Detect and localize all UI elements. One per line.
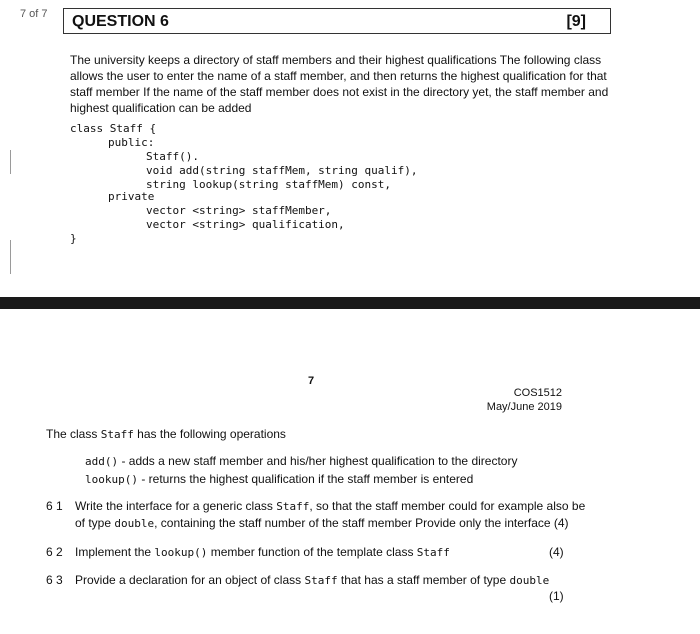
subquestion-marks: (4) xyxy=(549,545,564,559)
page-separator xyxy=(0,297,700,309)
exam-date: May/June 2019 xyxy=(486,401,562,413)
question-intro: The university keeps a directory of staff members and their highest qualifications The following class allows the user to enter the name of a staff member, and then returns the highest qualification for that staff member If the name of the staff member does not exist in the directory yet, the staff member and highest qualification can be added xyxy=(70,53,609,115)
subquestion-text: Write the interface for a generic class Staff, so that the staff member could for example also be xyxy=(75,499,586,513)
operations-intro: The class Staff has the following operations xyxy=(46,427,286,441)
code-line: vector <string> staffMember, xyxy=(146,204,332,217)
code-line: vector <string> qualification, xyxy=(146,218,345,231)
page-number: 7 xyxy=(308,375,315,387)
code-line: private xyxy=(108,190,155,203)
margin-rule xyxy=(10,150,11,174)
exam-page-top xyxy=(0,0,700,297)
question-header-box xyxy=(63,8,611,34)
code-line: string lookup(string staffMem) const, xyxy=(146,178,392,191)
question-title: QUESTION 6 xyxy=(72,13,169,30)
operation-add: add() - adds a new staff member and his/her highest qualification to the directory xyxy=(85,454,518,468)
code-line: void add(string staffMem, string qualif), xyxy=(146,164,418,177)
code-line: class Staff { xyxy=(70,122,157,135)
subquestion-text: of type double, containing the staff number of the staff member Provide only the interface (4) xyxy=(75,516,569,530)
page-indicator: 7 of 7 xyxy=(20,8,48,20)
subquestion-number: 6 3 xyxy=(46,573,63,587)
code-line: } xyxy=(70,232,77,245)
course-info xyxy=(487,386,562,414)
operation-name: add() xyxy=(85,455,119,468)
code-line: Staff(). xyxy=(146,150,199,163)
question-total-marks: [9] xyxy=(566,13,586,30)
course-code: COS1512 xyxy=(513,387,562,399)
class-name: Staff xyxy=(100,428,134,441)
subquestion-number: 6 2 xyxy=(46,545,63,559)
code-line: public: xyxy=(108,136,155,149)
subquestion-text: Provide a declaration for an object of class Staff that has a staff member of type double xyxy=(75,573,550,587)
subquestion-text: Implement the lookup() member function of the template class Staff xyxy=(75,545,450,559)
operation-name: lookup() xyxy=(85,473,138,486)
subquestion-marks: (1) xyxy=(549,589,564,603)
subquestion-number: 6 1 xyxy=(46,499,63,513)
operation-lookup: lookup() - returns the highest qualification if the staff member is entered xyxy=(85,472,474,486)
margin-rule xyxy=(10,240,11,274)
exam-page-bottom xyxy=(0,309,700,634)
